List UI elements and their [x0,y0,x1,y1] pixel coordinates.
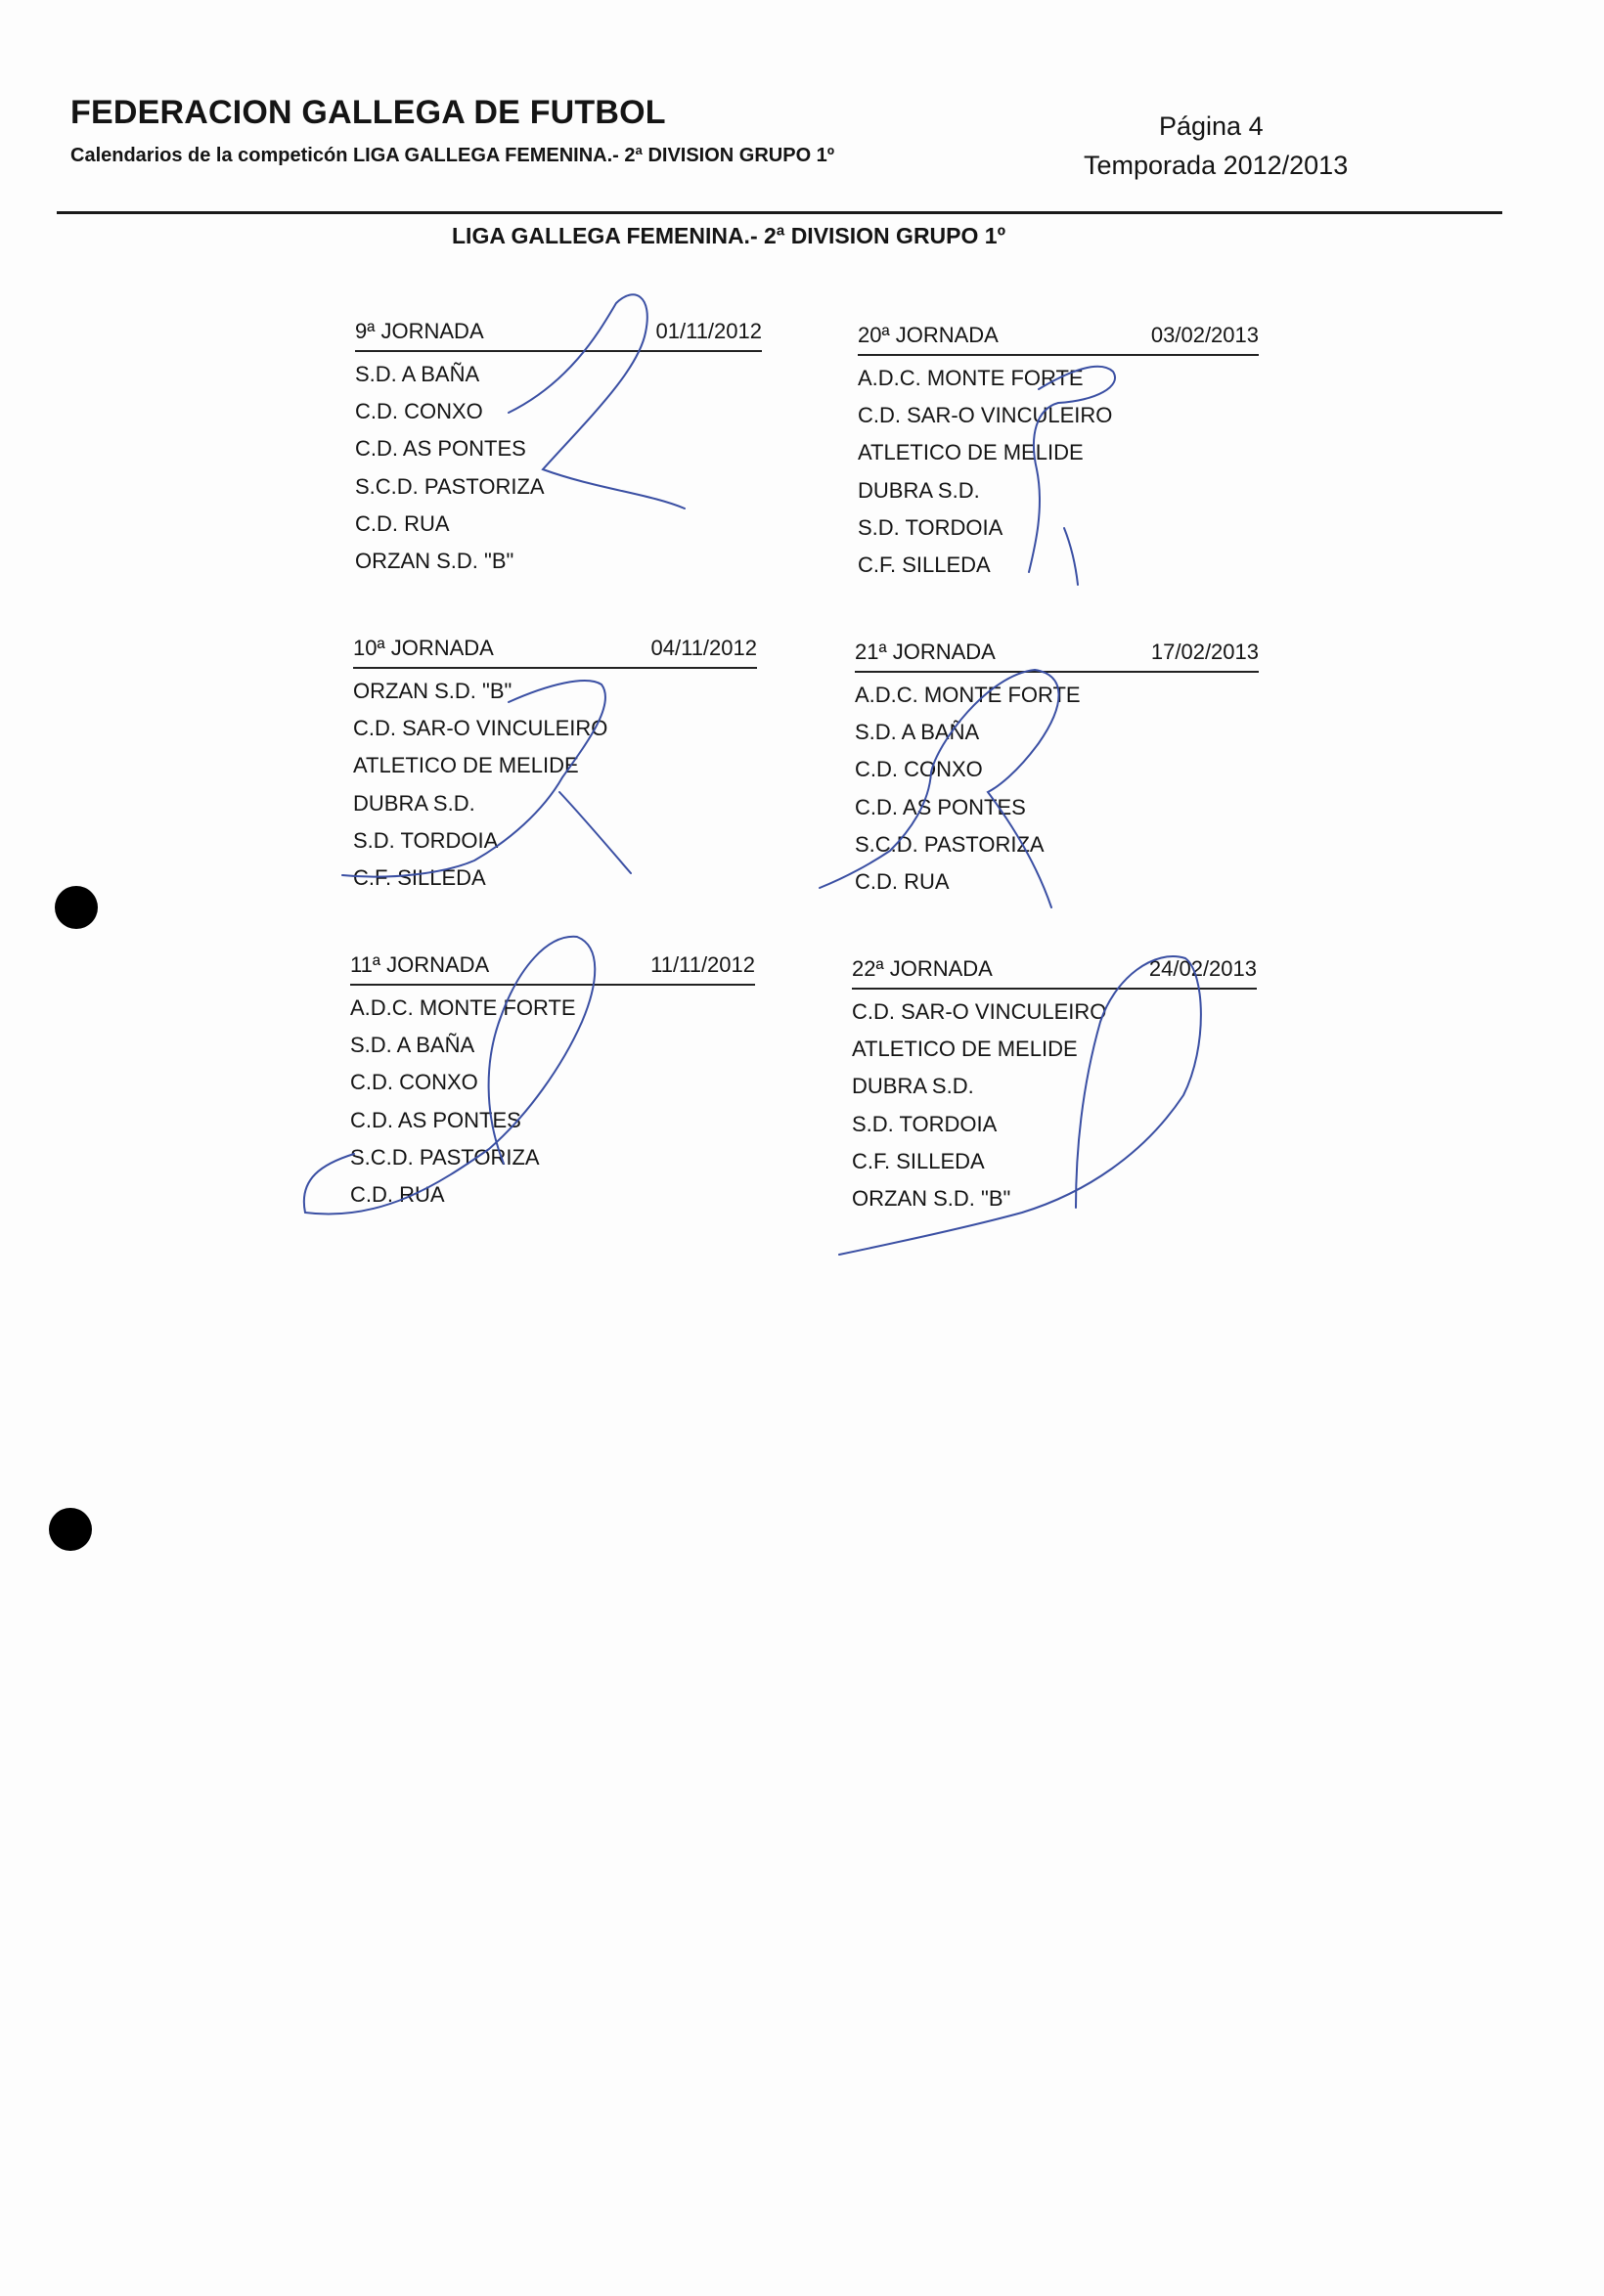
team-name: A.D.C. MONTE FORTE [858,366,1084,390]
round-divider [858,354,1259,356]
team-name: C.F. SILLEDA [852,1148,985,1173]
round-name: 10ª JORNADA [353,636,494,660]
round-date: 04/11/2012 [650,636,757,660]
team-name: C.D. CONXO [355,399,483,424]
round-date: 24/02/2013 [1148,956,1257,981]
team-name: C.D. SAR-O VINCULEIRO [858,403,1113,428]
team-list [858,360,1259,584]
team-list [852,993,1257,1217]
competition-title: LIGA GALLEGA FEMENINA.- 2ª DIVISION GRUPO 1º [452,223,1005,248]
round-date: 03/02/2013 [1150,323,1259,347]
header-divider [57,211,1502,214]
round-name: 21ª JORNADA [855,640,996,664]
team-list [350,990,755,1214]
team-name: S.D. TORDOIA [858,514,1003,540]
round-name: 20ª JORNADA [858,323,999,347]
team-name: DUBRA S.D. [858,477,980,503]
round-block [350,952,755,1214]
team-list [355,356,762,580]
punch-hole [55,886,98,929]
team-name: C.D. SAR-O VINCULEIRO [852,999,1107,1024]
team-name: S.D. A BAÑA [350,1033,475,1058]
org-title: FEDERACION GALLEGA DE FUTBOL [70,94,666,131]
team-name: C.F. SILLEDA [353,864,486,890]
season-label: Temporada 2012/2013 [1084,151,1349,180]
round-divider [350,984,755,986]
team-name: DUBRA S.D. [852,1074,974,1099]
team-list [353,673,757,897]
round-date: 17/02/2013 [1150,640,1259,664]
punch-hole [49,1508,92,1551]
team-name: C.D. CONXO [350,1070,478,1095]
team-name: C.F. SILLEDA [858,552,991,577]
round-date: 01/11/2012 [655,319,762,343]
team-name: C.D. AS PONTES [355,436,526,462]
team-name: ATLETICO DE MELIDE [858,440,1084,465]
team-name: ORZAN S.D. "B" [852,1185,1011,1211]
team-name: A.D.C. MONTE FORTE [855,683,1081,707]
team-name: C.D. CONXO [855,757,983,782]
round-block [855,640,1259,901]
team-name: ORZAN S.D. "B" [355,548,514,573]
round-date: 11/11/2012 [650,952,755,977]
team-name: C.D. RUA [855,868,950,894]
team-list [855,677,1259,901]
team-name: ORZAN S.D. "B" [353,679,512,703]
round-block [353,636,757,897]
document-subtitle: Calendarios de la competicón LIGA GALLEGA FEMENINA.- 2ª DIVISION GRUPO 1º [70,145,835,166]
team-name: C.D. AS PONTES [855,794,1026,819]
round-divider [353,667,757,669]
team-name: DUBRA S.D. [353,790,475,816]
team-name: S.D. A BAÑA [355,362,480,386]
round-block [355,319,762,580]
round-block [858,323,1259,584]
team-name: C.D. SAR-O VINCULEIRO [353,716,608,741]
team-name: A.D.C. MONTE FORTE [350,995,576,1020]
team-name: S.D. TORDOIA [852,1111,998,1136]
team-name: S.C.D. PASTORIZA [855,831,1045,857]
round-divider [355,350,762,352]
team-name: S.D. A BAÑA [855,720,980,745]
team-name: C.D. RUA [355,510,450,536]
team-name: S.C.D. PASTORIZA [350,1144,540,1170]
team-name: S.D. TORDOIA [353,827,499,853]
team-name: ATLETICO DE MELIDE [353,753,579,778]
round-divider [855,671,1259,673]
round-name: 22ª JORNADA [852,956,993,981]
team-name: C.D. AS PONTES [350,1107,521,1132]
round-name: 11ª JORNADA [350,952,490,977]
team-name: S.C.D. PASTORIZA [355,473,545,499]
round-name: 9ª JORNADA [355,319,484,343]
round-block [852,956,1257,1217]
team-name: C.D. RUA [350,1181,445,1207]
page-number: Página 4 [1159,111,1264,141]
team-name: ATLETICO DE MELIDE [852,1037,1078,1062]
round-divider [852,988,1257,990]
